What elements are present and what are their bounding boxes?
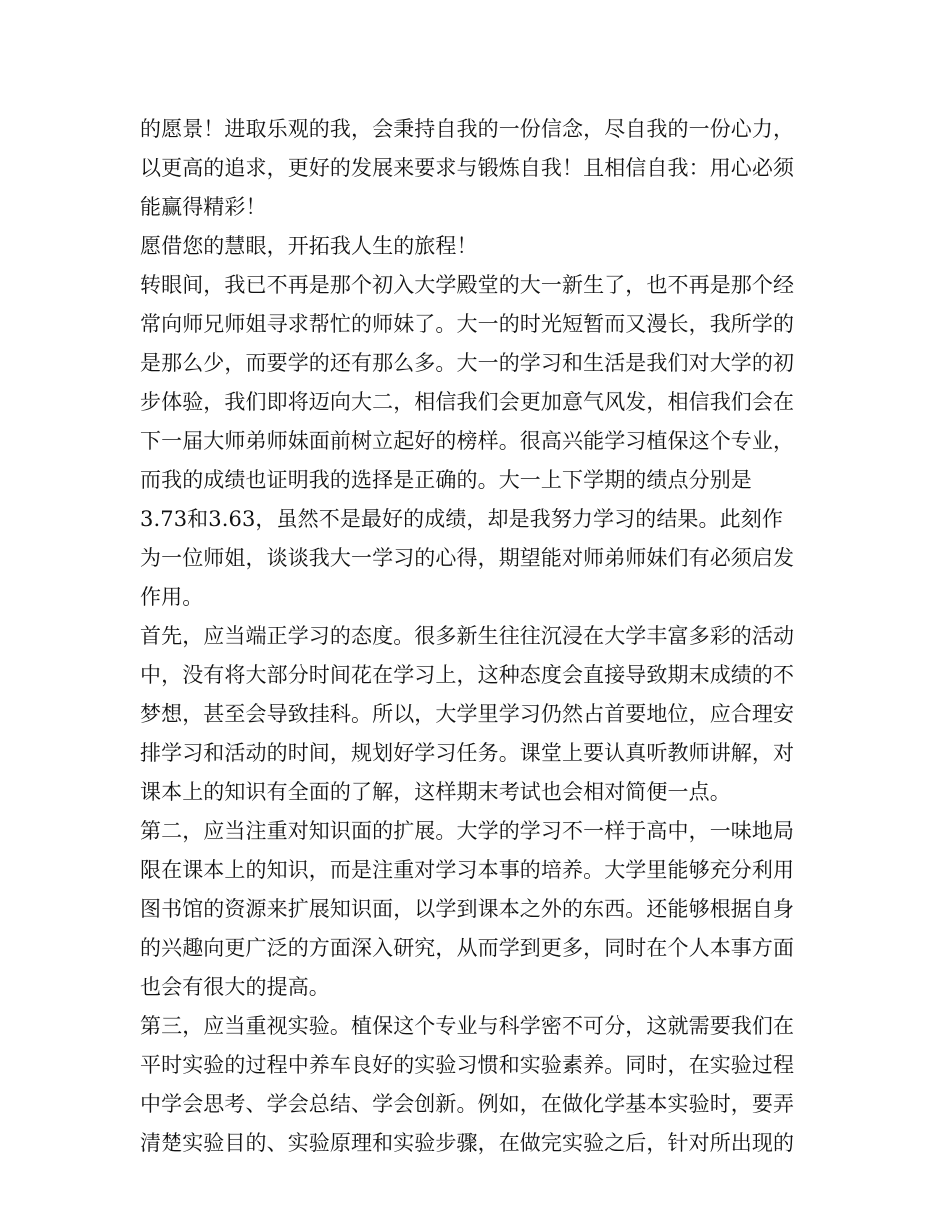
text-line: 能赢得精彩！ (140, 195, 267, 219)
text-line: 也会有很大的提高。 (140, 975, 330, 999)
text-line: 的愿景！进取乐观的我，会秉持自我的一份信念，尽自我的一份心力， (140, 117, 795, 141)
text-line: 排学习和活动的时间，规划好学习任务。课堂上要认真听教师讲解，对 (140, 741, 795, 765)
text-line: 清楚实验目的、实验原理和实验步骤，在做完实验之后，针对所出现的 (140, 1131, 795, 1155)
text-line: 课本上的知识有全面的了解，这样期末考试也会相对简便一点。 (140, 780, 731, 804)
text-line: 作用。 (140, 585, 204, 609)
text-line: 首先，应当端正学习的态度。很多新生往往沉浸在大学丰富多彩的活动 (140, 624, 795, 648)
text-line: 而我的成绩也证明我的选择是正确的。大一上下学期的绩点分别是 (140, 468, 752, 492)
text-line: 第三，应当重视实验。植保这个专业与科学密不可分，这就需要我们在 (140, 1014, 795, 1038)
text-line: 平时实验的过程中养车良好的实验习惯和实验素养。同时，在实验过程 (140, 1053, 795, 1077)
text-line: 为一位师姐，谈谈我大一学习的心得，期望能对师弟师妹们有必须启发 (140, 546, 795, 570)
text-line: 3.73和3.63，虽然不是最好的成绩，却是我努力学习的结果。此刻作 (140, 507, 783, 531)
text-line: 步体验，我们即将迈向大二，相信我们会更加意气风发，相信我们会在 (140, 390, 795, 414)
text-line: 梦想，甚至会导致挂科。所以，大学里学习仍然占首要地位，应合理安 (140, 702, 795, 726)
text-line: 第二，应当注重对知识面的扩展。大学的学习不一样于高中，一味地局 (140, 819, 795, 843)
text-line: 是那么少，而要学的还有那么多。大一的学习和生活是我们对大学的初 (140, 351, 795, 375)
text-line: 愿借您的慧眼，开拓我人生的旅程！ (140, 234, 478, 258)
document-body (140, 110, 810, 1163)
text-line: 下一届大师弟师妹面前树立起好的榜样。很高兴能学习植保这个专业， (140, 429, 795, 453)
text-line: 以更高的追求，更好的发展来要求与锻炼自我！且相信自我：用心必须 (140, 156, 795, 180)
text-line: 的兴趣向更广泛的方面深入研究，从而学到更多，同时在个人本事方面 (140, 936, 795, 960)
text-line: 中，没有将大部分时间花在学习上，这种态度会直接导致期末成绩的不 (140, 663, 795, 687)
text-line: 常向师兄师姐寻求帮忙的师妹了。大一的时光短暂而又漫长，我所学的 (140, 312, 795, 336)
text-line: 转眼间，我已不再是那个初入大学殿堂的大一新生了，也不再是那个经 (140, 273, 795, 297)
text-line: 中学会思考、学会总结、学会创新。例如，在做化学基本实验时，要弄 (140, 1092, 795, 1116)
text-line: 限在课本上的知识，而是注重对学习本事的培养。大学里能够充分利用 (140, 858, 795, 882)
text-line: 图书馆的资源来扩展知识面，以学到课本之外的东西。还能够根据自身 (140, 897, 795, 921)
